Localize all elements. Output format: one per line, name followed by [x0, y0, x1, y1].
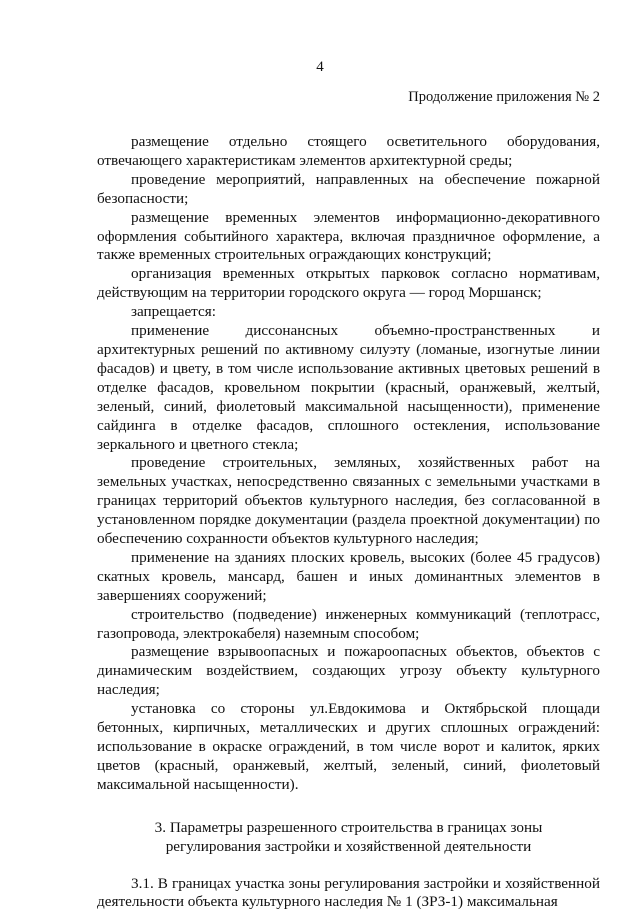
page-number: 4 — [316, 59, 324, 75]
appendix-continuation-note: Продолжение приложения № 2 — [408, 89, 600, 105]
paragraph-section-3-1: 3.1. В границах участка зоны регулирования застройки и хозяйственной деятельности объекта культурного наследия № 1 (ЗРЗ-1) максимальная — [97, 874, 600, 911]
section-heading: 3. Параметры разрешенного строительства в границах зоны регулирования застройки и хозяйственной деятельности — [154, 818, 543, 855]
paragraph-fire-safety: проведение мероприятий, направленных на обеспечение пожарной безопасности; — [97, 170, 600, 207]
paragraph-dissonant-solutions: применение диссонансных объемно-пространственных и архитектурных решений по активному силуэту (ломаные, изогнутые линии фасадов) и цвету, в том числе использование активных цветовых решений в отделке фасадов, кровельном покрытии (красный, оранжевый, желтый, зеленый, синий, фиолетовый максимальной насыщенности), применение сайдинга в отделке фасадов, сплошного остекления, использование зеркального и цветного стекла; — [97, 322, 600, 453]
paragraph-prohibited-heading: запрещается: — [131, 303, 216, 321]
paragraph-lighting-equipment: размещение отдельно стоящего осветительного оборудования, отвечающего характеристикам элементов архитектурной среды; — [97, 133, 600, 169]
paragraph-hazardous-objects: размещение взрывоопасных и пожароопасных объектов, объектов с динамическим воздействием, создающих угрозу объекту культурного наследия; — [97, 643, 600, 699]
paragraph-fences: установка со стороны ул.Евдокимова и Октябрьской площади бетонных, кирпичных, металлических и других сплошных ограждений: использование в окраске ограждений, в том числе ворот и калиток, ярких цветов (красный, оранжевый, желтый, зеленый, синий, фиолетовый максимальной насыщенности). — [97, 700, 600, 793]
paragraph-utilities: строительство (подведение) инженерных коммуникаций (теплотрасс, газопровода, электрокабеля) наземным способом; — [97, 605, 600, 642]
document-body — [97, 133, 600, 912]
paragraph-temporary-parking: организация временных открытых парковок согласно нормативам, действующим на территории городского округа — город Моршанск; — [97, 265, 600, 302]
paragraph-temporary-decor: размещение временных элементов информационно-декоративного оформления событийного характера, включая праздничное оформление, а также временных строительных ограждающих конструкций; — [97, 208, 600, 264]
paragraph-construction-works: проведение строительных, земляных, хозяйственных работ на земельных участках, непосредственно связанных с земельными участками в границах территорий объектов культурного наследия, без согласованной в установленном порядке документации (раздела проектной документации) по обеспечению сохранности объектов культурного наследия; — [97, 454, 600, 548]
paragraph-roofs: применение на зданиях плоских кровель, высоких (более 45 градусов) скатных кровель, мансард, башен и иных доминантных элементов в завершениях сооружений; — [97, 548, 600, 604]
